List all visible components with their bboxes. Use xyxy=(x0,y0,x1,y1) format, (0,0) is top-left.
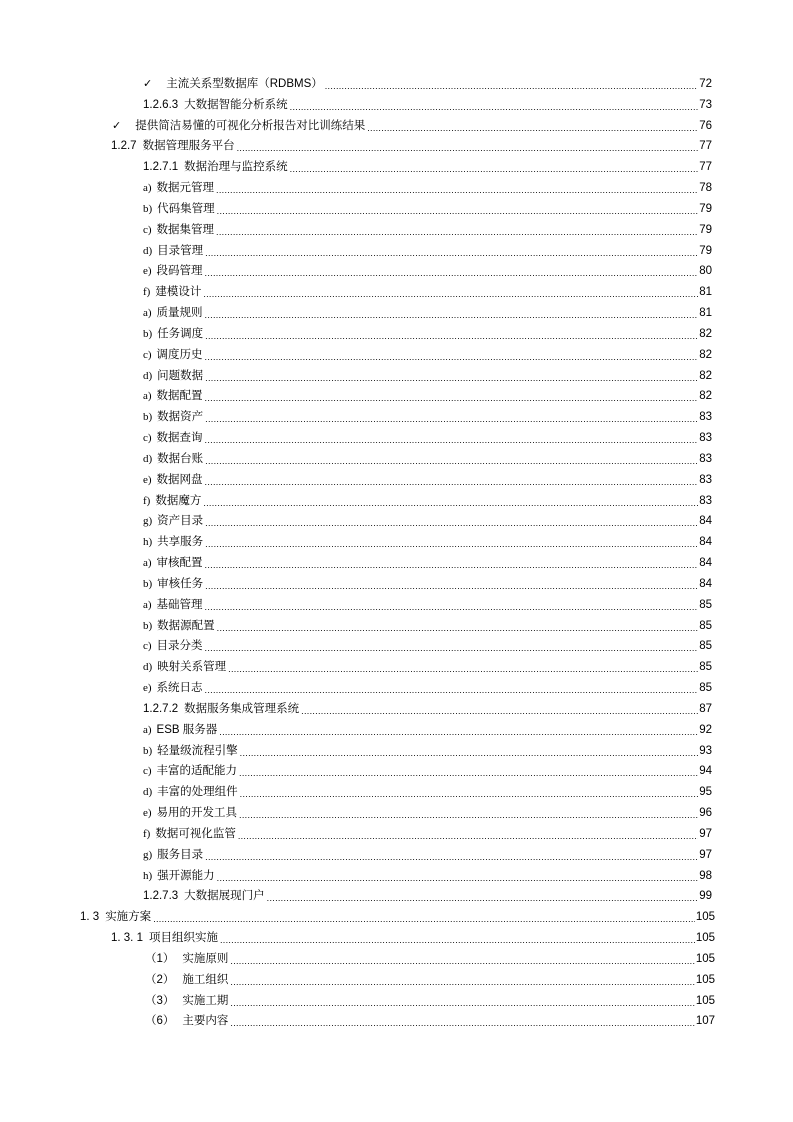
toc-entry-page-number: 93 xyxy=(699,744,712,757)
toc-entry-title: 主要内容 xyxy=(182,1015,229,1028)
toc-entry-title: 丰富的处理组件 xyxy=(157,786,238,799)
toc-entry-page-number: 85 xyxy=(699,598,712,611)
dot-leader xyxy=(301,702,698,716)
dot-leader xyxy=(205,244,698,258)
toc-entry-page-number: 105 xyxy=(695,952,715,965)
toc-entry[interactable] xyxy=(143,738,712,758)
toc-entry-page-number: 79 xyxy=(699,244,712,257)
dot-leader xyxy=(290,98,699,112)
dot-leader xyxy=(220,931,695,945)
toc-entry-number: c) xyxy=(143,432,152,445)
dot-leader xyxy=(237,139,699,153)
toc-entry-title: 数据源配置 xyxy=(157,619,215,632)
toc-entry-page-number: 84 xyxy=(699,515,712,528)
toc-entry-number: f) xyxy=(143,827,151,840)
toc-entry-label xyxy=(143,785,240,799)
toc-entry[interactable] xyxy=(143,154,712,174)
toc-entry-page-number: 81 xyxy=(699,307,712,320)
toc-entry-number: a) xyxy=(143,598,152,611)
toc-entry-title: 强开源能力 xyxy=(157,869,215,882)
toc-entry[interactable] xyxy=(143,550,712,570)
toc-entry-label xyxy=(143,598,205,612)
toc-entry-page-number: 78 xyxy=(699,182,712,195)
toc-entry-number: 1. 3. 1 xyxy=(111,932,143,945)
dot-leader xyxy=(153,910,695,924)
toc-entry-title: 任务调度 xyxy=(157,327,204,340)
toc-entry-title: 质量规则 xyxy=(156,307,203,320)
toc-entry[interactable] xyxy=(80,904,715,924)
toc-entry-page-number: 79 xyxy=(699,223,712,236)
toc-entry[interactable] xyxy=(143,779,712,799)
toc-entry-number: b) xyxy=(143,619,153,632)
toc-entry[interactable] xyxy=(111,925,715,945)
dot-leader xyxy=(367,119,698,133)
toc-entry-title: 施工组织 xyxy=(182,973,229,986)
dot-leader xyxy=(217,619,699,633)
toc-entry-label xyxy=(143,806,239,820)
dot-leader xyxy=(228,660,698,674)
toc-entry-page-number: 83 xyxy=(699,452,712,465)
toc-entry-label xyxy=(143,473,205,487)
toc-entry-number: c) xyxy=(143,223,152,236)
toc-entry-title: ESB 服务器 xyxy=(156,723,218,736)
toc-entry-page-number: 79 xyxy=(699,202,712,215)
toc-entry-label xyxy=(143,244,205,258)
toc-entry-page-number: 94 xyxy=(699,765,712,778)
toc-entry-number: g) xyxy=(143,515,153,528)
dot-leader xyxy=(230,1014,694,1028)
toc-entry[interactable] xyxy=(111,133,712,153)
dot-leader xyxy=(205,327,698,341)
toc-entry-number: c) xyxy=(143,640,152,653)
toc-entry-label xyxy=(143,723,219,737)
toc-entry-number: e) xyxy=(143,473,152,486)
toc-entry[interactable] xyxy=(143,488,712,508)
toc-entry-title: 服务目录 xyxy=(157,848,204,861)
toc-entry-label xyxy=(143,306,205,320)
toc-entry-page-number: 97 xyxy=(699,827,712,840)
toc-entry-title: 共享服务 xyxy=(157,536,204,549)
toc-entry-label xyxy=(143,848,205,862)
toc-entry[interactable] xyxy=(143,175,712,195)
toc-entry-title: 调度历史 xyxy=(156,348,203,361)
dot-leader xyxy=(230,973,694,987)
toc-entry-number: e) xyxy=(143,807,152,820)
toc-entry-label xyxy=(143,160,290,174)
dot-leader xyxy=(205,598,699,612)
toc-entry-label xyxy=(143,285,203,299)
toc-entry-number: e) xyxy=(143,265,152,278)
dot-leader xyxy=(205,535,698,549)
toc-entry-number: h) xyxy=(143,536,153,549)
toc-entry[interactable] xyxy=(145,946,715,966)
toc-entry-number: b) xyxy=(143,411,153,424)
toc-entry-label xyxy=(143,431,205,445)
toc-entry-label xyxy=(111,139,237,153)
dot-leader xyxy=(239,764,698,778)
toc-entry-title: 审核配置 xyxy=(156,557,203,570)
toc-entry[interactable] xyxy=(143,258,712,278)
toc-entry-page-number: 77 xyxy=(699,140,712,153)
toc-entry[interactable] xyxy=(112,113,712,133)
toc-entry[interactable] xyxy=(143,446,712,466)
dot-leader xyxy=(205,410,698,424)
toc-entry[interactable] xyxy=(143,613,712,633)
toc-entry-page-number: 105 xyxy=(695,994,715,1007)
toc-entry[interactable] xyxy=(143,863,712,883)
toc-entry-label xyxy=(143,223,216,237)
dot-leader xyxy=(325,77,698,91)
toc-entry-label xyxy=(143,869,217,883)
dot-leader xyxy=(205,431,699,445)
toc-entry-label xyxy=(145,952,230,966)
toc-entry-page-number: 82 xyxy=(699,327,712,340)
toc-entry-number: d) xyxy=(143,661,153,674)
toc-entry-title: 数据管理服务平台 xyxy=(142,140,235,153)
toc-entry-title: 系统日志 xyxy=(156,682,203,695)
toc-entry-label xyxy=(143,389,205,403)
toc-entry-label xyxy=(111,931,220,945)
toc-entry[interactable] xyxy=(143,508,712,528)
toc-entry-number: （3） xyxy=(145,994,175,1007)
toc-entry-number: （2） xyxy=(145,973,175,986)
toc-entry-page-number: 73 xyxy=(699,98,712,111)
toc-entry-page-number: 96 xyxy=(699,807,712,820)
toc-entry-title: 数据查询 xyxy=(156,432,203,445)
toc-entry-title: 问题数据 xyxy=(157,369,204,382)
toc-entry-page-number: 82 xyxy=(699,369,712,382)
toc-entry-number: 1.2.7.1 xyxy=(143,161,179,174)
toc-entry-number: b) xyxy=(143,744,153,757)
toc-entry-title: 轻量级流程引擎 xyxy=(157,744,238,757)
toc-entry-number: b) xyxy=(143,202,153,215)
toc-entry-label xyxy=(143,639,205,653)
dot-leader xyxy=(217,202,699,216)
toc-entry[interactable] xyxy=(143,279,712,299)
toc-entry-label xyxy=(143,889,267,903)
toc-entry[interactable] xyxy=(143,592,712,612)
dot-leader xyxy=(205,514,698,528)
toc-entry[interactable] xyxy=(143,800,712,820)
dot-leader xyxy=(203,494,698,508)
dot-leader xyxy=(205,473,699,487)
toc-entry-label xyxy=(143,98,290,112)
toc-entry-label xyxy=(143,369,205,383)
toc-entry-number: 1. 3 xyxy=(80,911,100,924)
dot-leader xyxy=(205,452,698,466)
toc-entry[interactable] xyxy=(143,467,712,487)
dot-leader xyxy=(230,952,694,966)
toc-entry-page-number: 95 xyxy=(699,786,712,799)
toc-entry-page-number: 84 xyxy=(699,536,712,549)
toc-entry-number: a) xyxy=(143,557,152,570)
toc-entry[interactable] xyxy=(145,1008,715,1028)
toc-entry-page-number: 105 xyxy=(695,973,715,986)
toc-entry-title: 数据服务集成管理系统 xyxy=(184,702,300,715)
toc-entry-label xyxy=(143,410,205,424)
dot-leader xyxy=(205,848,698,862)
toc-entry-page-number: 107 xyxy=(695,1015,715,1028)
toc-entry-label xyxy=(143,202,217,216)
toc-entry-number: a) xyxy=(143,390,152,403)
toc-entry-number: e) xyxy=(143,682,152,695)
dot-leader xyxy=(240,744,699,758)
toc-entry[interactable] xyxy=(143,717,712,737)
toc-entry-label xyxy=(143,77,325,91)
toc-entry-title: 映射关系管理 xyxy=(157,661,227,674)
toc-entry-title: 数据网盘 xyxy=(156,473,203,486)
toc-entry-page-number: 85 xyxy=(699,682,712,695)
toc-entry-page-number: 83 xyxy=(699,411,712,424)
dot-leader xyxy=(219,723,698,737)
toc-entry-page-number: 83 xyxy=(699,473,712,486)
toc-entry-title: 项目组织实施 xyxy=(148,932,218,945)
toc-entry-page-number: 105 xyxy=(695,932,715,945)
toc-entry-number: h) xyxy=(143,869,153,882)
dot-leader xyxy=(205,389,699,403)
toc-entry[interactable] xyxy=(145,988,715,1008)
toc-entry-label xyxy=(80,910,153,924)
toc-entry[interactable] xyxy=(143,363,712,383)
toc-entry-page-number: 92 xyxy=(699,723,712,736)
toc-entry-page-number: 80 xyxy=(699,265,712,278)
toc-entry-number: 1.2.7 xyxy=(111,140,137,153)
toc-entry-label xyxy=(143,681,205,695)
dot-leader xyxy=(205,577,698,591)
toc-entry-title: 目录分类 xyxy=(156,640,203,653)
toc-entry-label xyxy=(143,494,203,508)
toc-entry-page-number: 85 xyxy=(699,661,712,674)
toc-entry-title: 段码管理 xyxy=(156,265,203,278)
toc-entry-title: 大数据智能分析系统 xyxy=(184,98,288,111)
toc-entry-number: d) xyxy=(143,786,153,799)
toc-entry-title: 数据台账 xyxy=(157,452,204,465)
toc-entry-title: 数据可视化监管 xyxy=(155,827,236,840)
toc-entry[interactable] xyxy=(143,238,712,258)
toc-entry-page-number: 105 xyxy=(695,911,715,924)
toc-entry-number: （6） xyxy=(145,1015,175,1028)
dot-leader xyxy=(205,681,699,695)
dot-leader xyxy=(267,889,699,903)
dot-leader xyxy=(290,160,699,174)
dot-leader xyxy=(240,785,699,799)
toc-entry[interactable] xyxy=(143,842,712,862)
toc-entry-page-number: 81 xyxy=(699,286,712,299)
toc-entry-number: c) xyxy=(143,348,152,361)
dot-leader xyxy=(238,827,698,841)
toc-entry-page-number: 76 xyxy=(699,119,712,132)
toc-entry[interactable] xyxy=(143,196,712,216)
toc-entry[interactable] xyxy=(143,633,712,653)
toc-entry-title: 基础管理 xyxy=(156,598,203,611)
dot-leader xyxy=(205,306,699,320)
checkmark-icon: ✓ xyxy=(143,78,153,90)
toc-entry-label xyxy=(143,744,240,758)
toc-entry-title: 易用的开发工具 xyxy=(156,807,238,820)
toc-entry[interactable] xyxy=(143,71,712,91)
toc-entry-label xyxy=(143,827,238,841)
toc-entry-number: b) xyxy=(143,327,153,340)
toc-entry-page-number: 99 xyxy=(699,890,712,903)
toc-entry-title: 审核任务 xyxy=(157,577,204,590)
toc-entry-title: 提供简洁易懂的可视化分析报告对比训练结果 xyxy=(135,119,366,132)
toc-entry-label xyxy=(143,577,205,591)
toc-entry-number: 1.2.7.2 xyxy=(143,702,179,715)
toc-entry-label xyxy=(143,619,217,633)
dot-leader xyxy=(203,285,698,299)
dot-leader xyxy=(205,369,698,383)
toc-entry-title: 数据魔方 xyxy=(155,494,202,507)
toc-entry[interactable] xyxy=(143,529,712,549)
dot-leader xyxy=(205,556,699,570)
toc-entry-number: 1.2.7.3 xyxy=(143,890,179,903)
toc-entry-label xyxy=(143,327,205,341)
toc-entry-title: 数据治理与监控系统 xyxy=(184,161,288,174)
toc-entry-page-number: 85 xyxy=(699,640,712,653)
toc-entry-title: 丰富的适配能力 xyxy=(156,765,238,778)
toc-entry-title: 主流关系型数据库（RDBMS） xyxy=(166,78,323,90)
toc-entry-number: f) xyxy=(143,494,151,507)
toc-entry[interactable] xyxy=(143,217,712,237)
toc-entry-title: 目录管理 xyxy=(157,244,204,257)
toc-entry-label xyxy=(143,348,205,362)
toc-entry[interactable] xyxy=(143,321,712,341)
toc-entry-title: 数据配置 xyxy=(156,390,203,403)
toc-entry-number: a) xyxy=(143,307,152,320)
toc-entry[interactable] xyxy=(143,383,712,403)
toc-entry-label xyxy=(112,119,367,133)
toc-entry[interactable] xyxy=(143,92,712,112)
toc-entry-page-number: 72 xyxy=(699,78,712,90)
toc-entry[interactable] xyxy=(143,654,712,674)
toc-entry-page-number: 83 xyxy=(699,494,712,507)
toc-entry-title: 实施方案 xyxy=(105,911,152,924)
toc-entry[interactable] xyxy=(143,404,712,424)
toc-entry[interactable] xyxy=(145,967,715,987)
toc-entry-label xyxy=(143,702,301,716)
toc-entry-number: d) xyxy=(143,452,153,465)
toc-entry-label xyxy=(143,264,205,278)
toc-entry-label xyxy=(143,660,228,674)
toc-entry-label xyxy=(143,556,205,570)
dot-leader xyxy=(216,181,698,195)
toc-entry[interactable] xyxy=(143,675,712,695)
dot-leader xyxy=(216,223,698,237)
toc-entry-title: 数据集管理 xyxy=(156,223,215,236)
toc-entry-title: 代码集管理 xyxy=(157,202,215,215)
toc-entry-title: 数据资产 xyxy=(157,411,204,424)
toc-entry-number: a) xyxy=(143,723,152,736)
toc-entry-label xyxy=(143,181,216,195)
toc-entry-number: g) xyxy=(143,848,153,861)
toc-entry-page-number: 85 xyxy=(699,619,712,632)
toc-entry[interactable] xyxy=(143,696,712,716)
toc-entry-number: a) xyxy=(143,182,152,195)
toc-entry-label xyxy=(145,1014,230,1028)
toc-entry-page-number: 84 xyxy=(699,557,712,570)
toc-entry-number: 1.2.6.3 xyxy=(143,98,179,111)
dot-leader xyxy=(205,639,699,653)
toc-entry-label xyxy=(145,973,230,987)
dot-leader xyxy=(239,806,698,820)
toc-entry-number: c) xyxy=(143,765,152,778)
toc-entry-page-number: 87 xyxy=(699,702,712,715)
toc-entry-title: 建模设计 xyxy=(155,286,202,299)
toc-entry-title: 大数据展现门户 xyxy=(184,890,265,903)
toc-entry-label xyxy=(143,764,239,778)
toc-entry-page-number: 82 xyxy=(699,348,712,361)
toc-entry[interactable] xyxy=(143,821,712,841)
toc-entry-page-number: 83 xyxy=(699,432,712,445)
toc-entry-title: 数据元管理 xyxy=(156,182,215,195)
toc-entry-number: d) xyxy=(143,369,153,382)
toc-entry-label xyxy=(143,535,205,549)
toc-entry-page-number: 82 xyxy=(699,390,712,403)
dot-leader xyxy=(205,264,699,278)
toc-entry-label xyxy=(143,452,205,466)
toc-entry[interactable] xyxy=(143,300,712,320)
toc-entry-number: （1） xyxy=(145,952,175,965)
toc-entry-number: d) xyxy=(143,244,153,257)
toc-entry-page-number: 98 xyxy=(699,869,712,882)
toc-entry-title: 资产目录 xyxy=(157,515,204,528)
toc-entry-title: 实施工期 xyxy=(182,994,229,1007)
dot-leader xyxy=(217,869,699,883)
toc-entry-page-number: 77 xyxy=(699,161,712,174)
checkmark-icon: ✓ xyxy=(112,119,122,132)
toc-entry-number: b) xyxy=(143,577,153,590)
dot-leader xyxy=(205,348,699,362)
toc-entry[interactable] xyxy=(143,571,712,591)
dot-leader xyxy=(230,994,694,1008)
toc-entry-label xyxy=(145,994,230,1008)
toc-entry[interactable] xyxy=(143,758,712,778)
toc-entry[interactable] xyxy=(143,883,712,903)
toc-entry-number: f) xyxy=(143,286,151,299)
toc-entry-title: 实施原则 xyxy=(182,952,229,965)
toc-entry-page-number: 84 xyxy=(699,577,712,590)
toc-entry-label xyxy=(143,514,205,528)
toc-entry-page-number: 97 xyxy=(699,848,712,861)
toc-entry[interactable] xyxy=(143,342,712,362)
toc-entry[interactable] xyxy=(143,425,712,445)
